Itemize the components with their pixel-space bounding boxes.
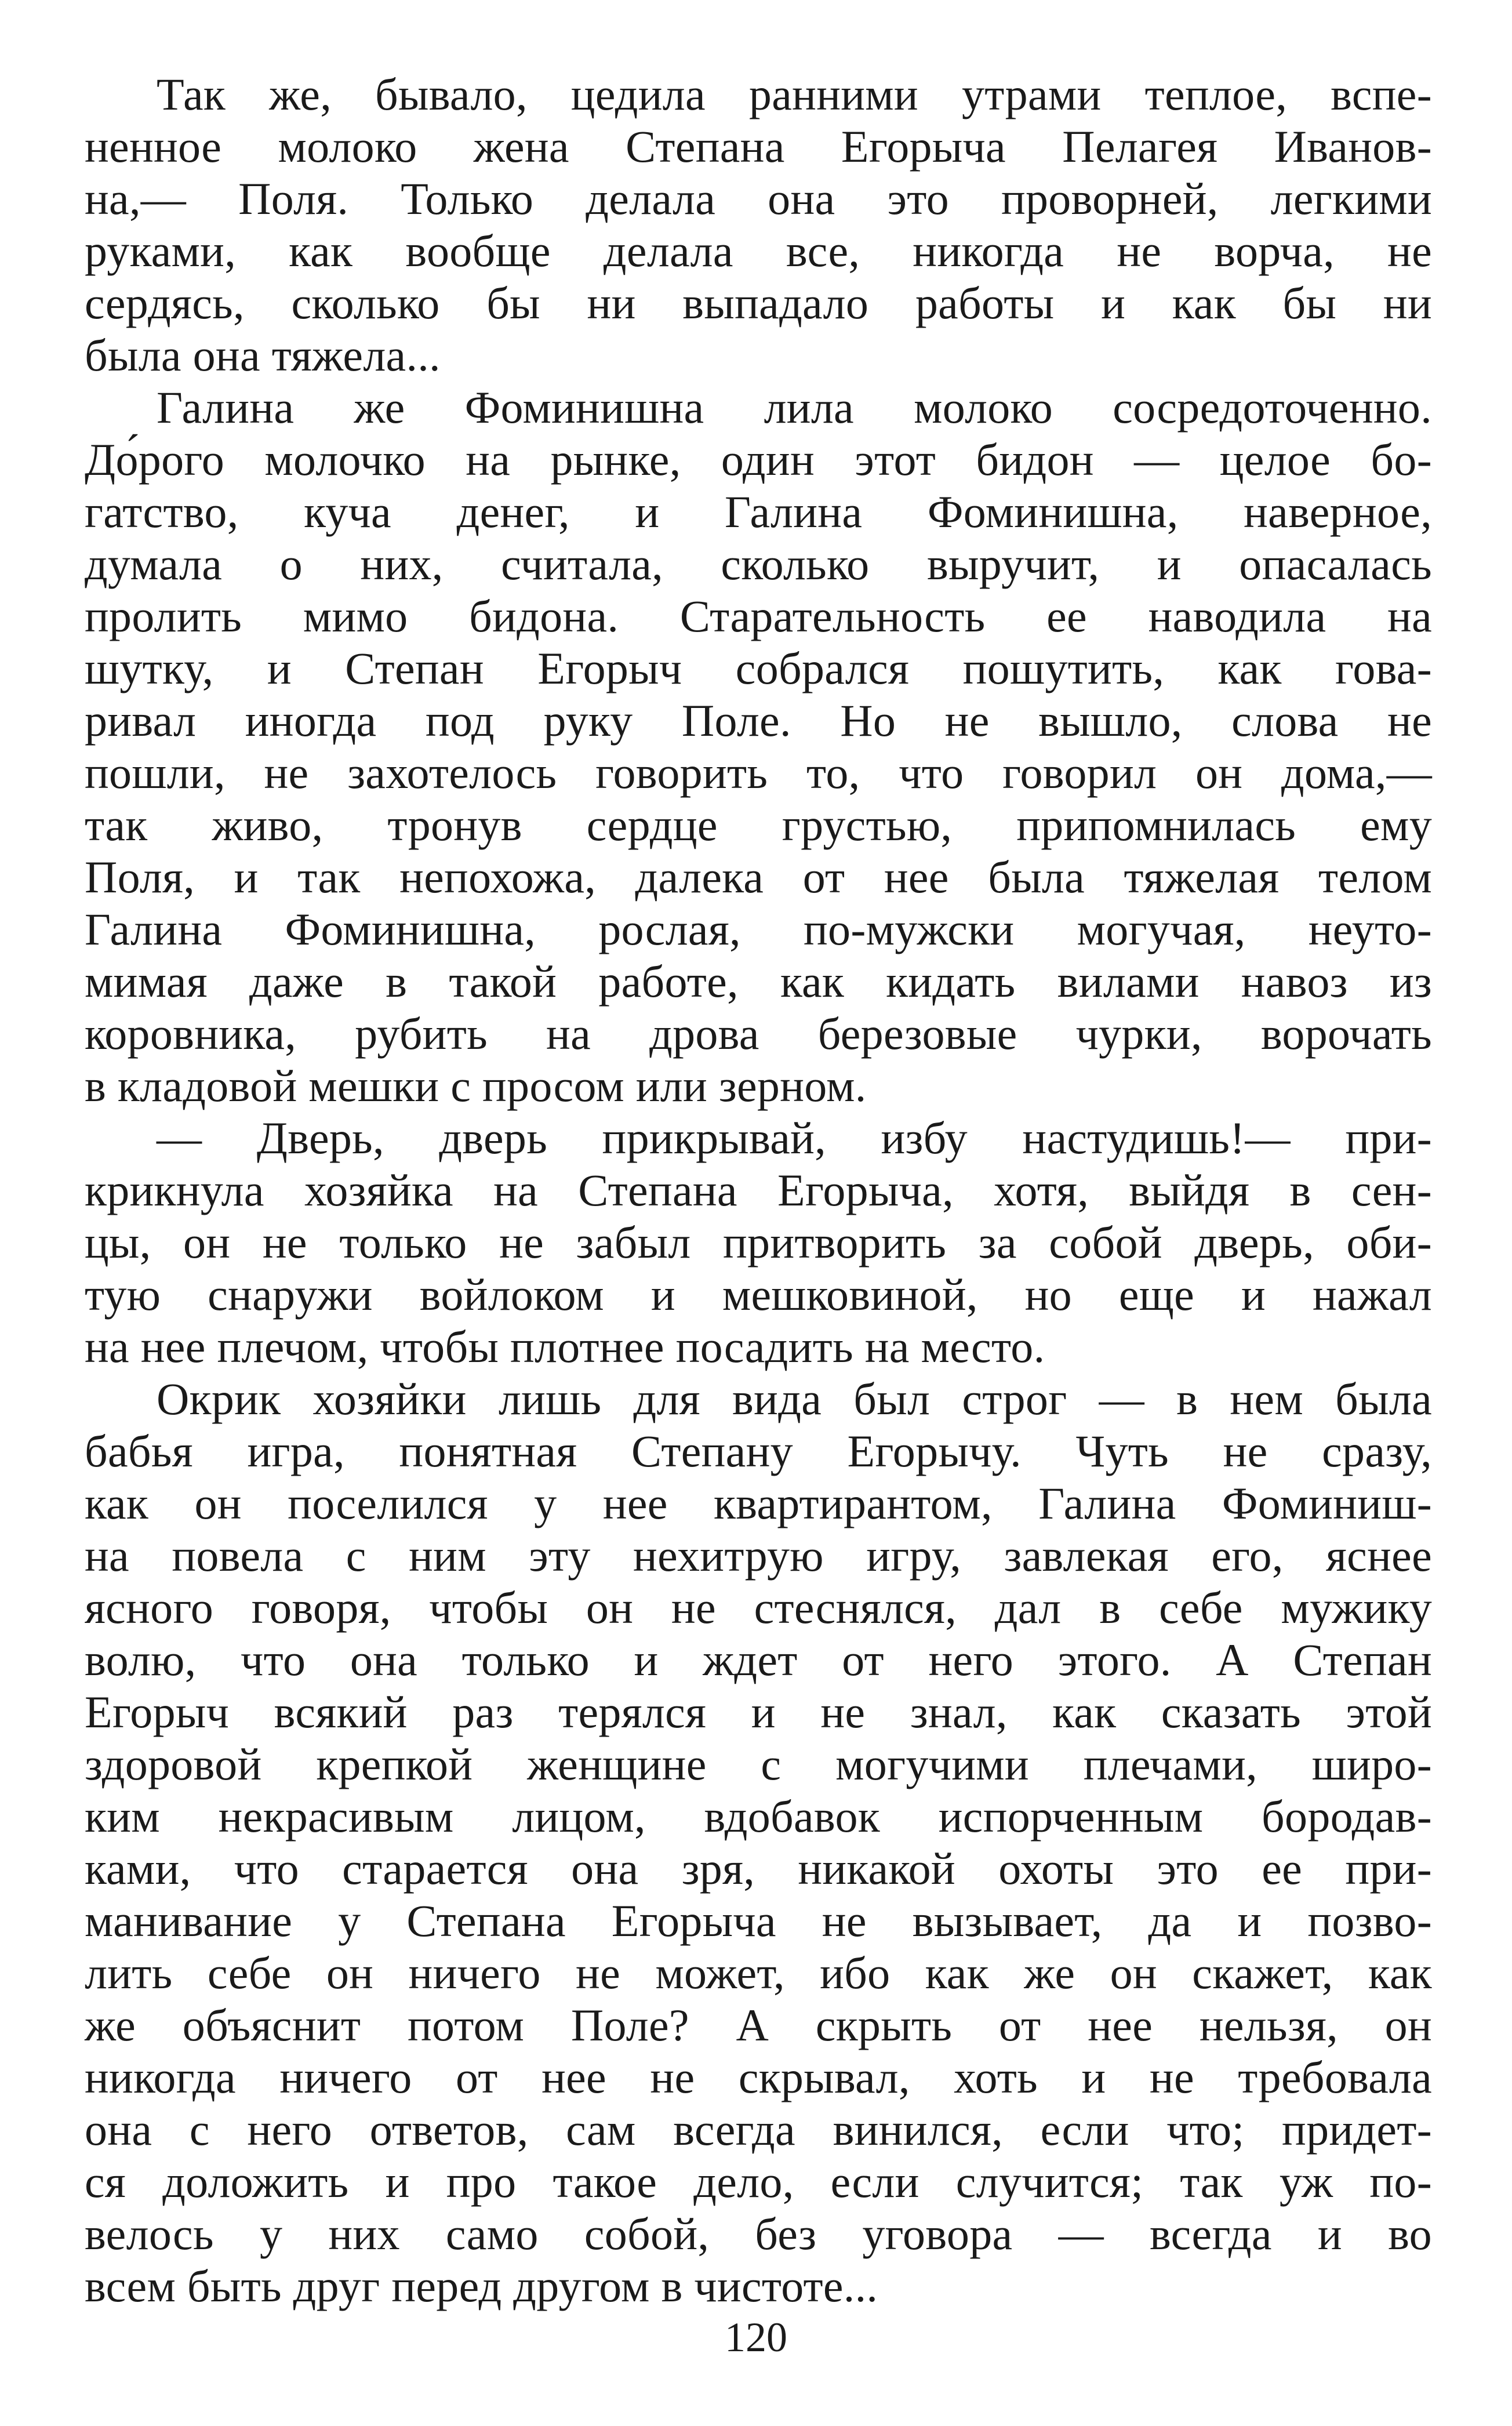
text-line: так живо, тронув сердце грустью, припомнилась ему <box>85 800 1432 850</box>
text-line: Егорыч всякий раз терялся и не знал, как сказать этой <box>85 1687 1432 1737</box>
text-line: коровника, рубить на дрова березовые чурки, ворочать <box>85 1008 1432 1059</box>
text-line: в кладовой мешки с просом или зерном. <box>85 1061 867 1111</box>
text-line: Галина Фоминишна, рослая, по-мужски могучая, неуто- <box>85 904 1432 954</box>
text-line: шутку, и Степан Егорыч собрался пошутить, как гова- <box>85 643 1432 693</box>
text-line: Поля, и так непохожа, далека от нее была тяжелая телом <box>85 852 1432 902</box>
text-line: цы, он не только не забыл притворить за собой дверь, оби- <box>85 1217 1432 1268</box>
text-line: здоровой крепкой женщине с могучими плечами, широ- <box>85 1739 1432 1789</box>
text-line: сердясь, сколько бы ни выпадало работы и как бы ни <box>85 278 1432 328</box>
text-line: тую снаружи войлоком и мешковиной, но еще и нажал <box>85 1269 1432 1320</box>
text-line: всем быть друг перед другом в чистоте... <box>85 2261 878 2311</box>
text-line: на повела с ним эту нехитрую игру, завлекая его, яснее <box>85 1530 1432 1581</box>
text-line: ясного говоря, чтобы он не стеснялся, дал в себе мужику <box>85 1582 1432 1633</box>
text-line: Галина же Фоминишна лила молоко сосредоточенно. <box>157 382 1432 433</box>
text-line: как он поселился у нее квартирантом, Галина Фоминиш- <box>85 1478 1432 1528</box>
text-line: гатство, куча денег, и Галина Фоминишна, наверное, <box>85 486 1432 537</box>
text-line: лить себе он ничего не может, ибо как же он скажет, как <box>85 1948 1432 1998</box>
text-line: ненное молоко жена Степана Егорыча Пелагея Иванов- <box>85 121 1432 172</box>
text-line: пошли, не захотелось говорить то, что говорил он дома,— <box>85 747 1432 798</box>
text-line: ками, что старается она зря, никакой охоты это ее при- <box>85 1843 1432 1894</box>
text-line: Окрик хозяйки лишь для вида был строг — в нем была <box>157 1374 1432 1424</box>
text-line: на нее плечом, чтобы плотнее посадить на место. <box>85 1321 1045 1372</box>
text-line: Так же, бывало, цедила ранними утрами теплое, вспе- <box>157 69 1432 119</box>
text-line: манивание у Степана Егорыча не вызывает, да и позво- <box>85 1895 1432 1946</box>
text-line: мимая даже в такой работе, как кидать вилами навоз из <box>85 956 1432 1007</box>
text-line: думала о них, считала, сколько выручит, и опасалась <box>85 539 1432 589</box>
text-line: же объяснит потом Поле? А скрыть от нее нельзя, он <box>85 2000 1432 2050</box>
text-line: велось у них само собой, без уговора — всегда и во <box>85 2209 1432 2259</box>
text-line: никогда ничего от нее не скрывал, хоть и не требовала <box>85 2052 1432 2102</box>
text-line: руками, как вообще делала все, никогда не ворча, не <box>85 226 1432 276</box>
text-line: на,— Поля. Только делала она это проворней, легкими <box>85 173 1432 224</box>
text-line: До́рого молочко на рынке, один этот бидон — целое бо- <box>85 434 1432 485</box>
text-line: ривал иногда под руку Поле. Но не вышло, слова не <box>85 695 1432 746</box>
text-line: бабья игра, понятная Степану Егорычу. Чуть не сразу, <box>85 1426 1432 1476</box>
text-line: она с него ответов, сам всегда винился, если что; придет- <box>85 2104 1432 2155</box>
page-number: 120 <box>725 2314 787 2360</box>
text-line: пролить мимо бидона. Старательность ее наводила на <box>85 591 1432 641</box>
text-line: волю, что она только и ждет от него этого. А Степан <box>85 1635 1432 1685</box>
text-line: ким некрасивым лицом, вдобавок испорченным бородав- <box>85 1791 1432 1842</box>
text-line: была она тяжела... <box>85 330 441 380</box>
text-line: ся доложить и про такое дело, если случится; так уж по- <box>85 2156 1432 2207</box>
text-line: — Дверь, дверь прикрывай, избу настудишь!— при- <box>157 1113 1432 1163</box>
text-line: крикнула хозяйка на Степана Егорыча, хотя, выйдя в сен- <box>85 1165 1432 1215</box>
